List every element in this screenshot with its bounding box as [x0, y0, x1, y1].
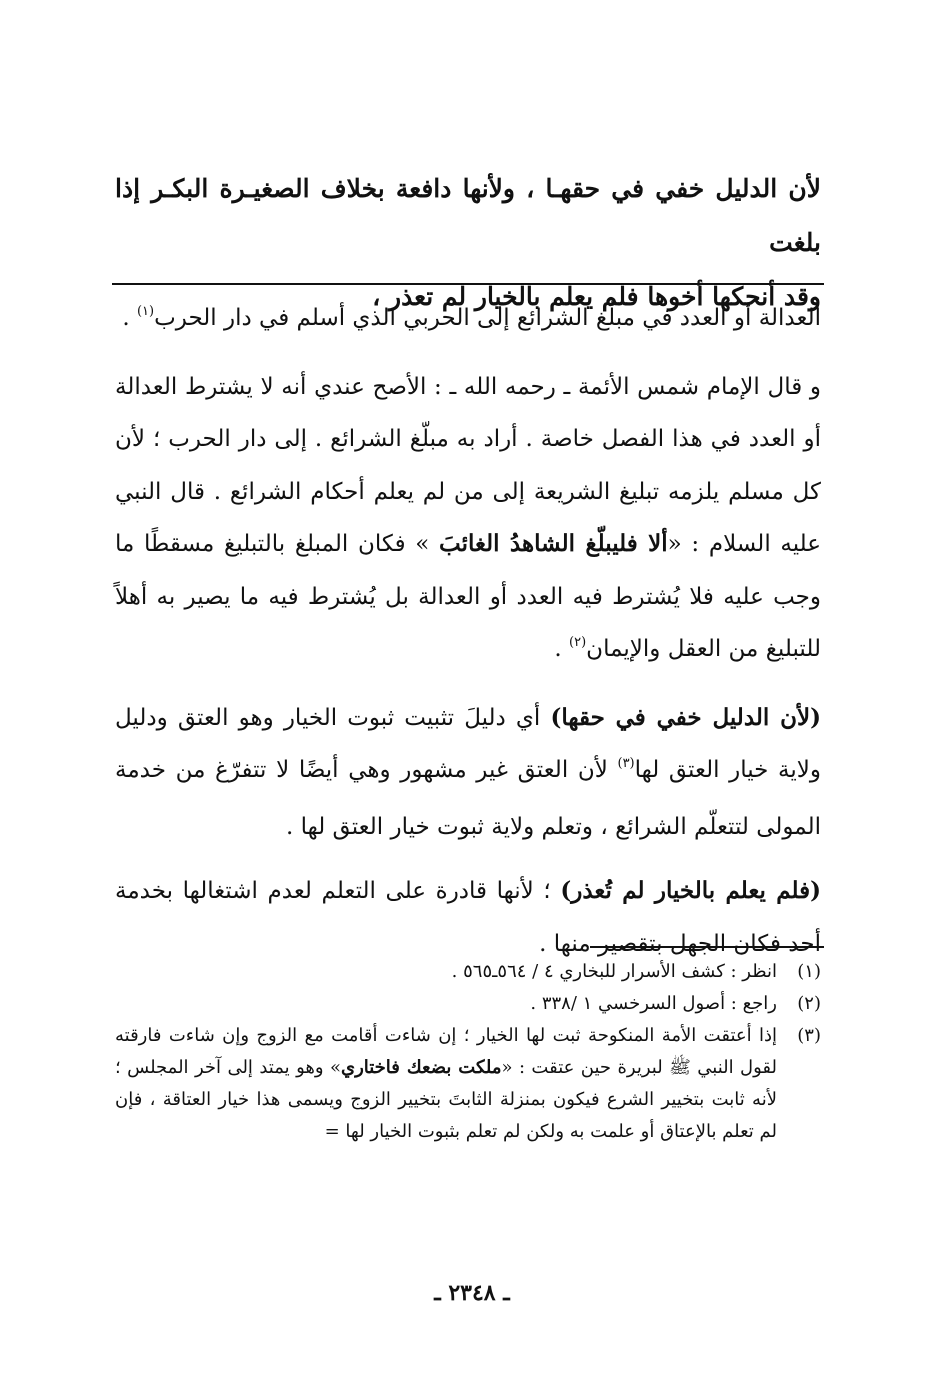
footnote-text-part: إذا أعتقت الأمة المنكوحة ثبت لها الخيار ؛ إن شاءت أقامت مع الزوج وإن شاءت فارقته لقول النبي ﷺ لبريرة حين عتقت : « [115, 1025, 778, 1078]
quoted-matn: (فلم يعلم بالخيار لم تُعذر) [560, 877, 821, 904]
footnote-number: (١) [797, 961, 821, 982]
paragraph-text: » فكان المبلغ بالتبليغ مسقطًا ما وجب عليه فلا يُشترط فيه العدد أو العدالة بل يُشترط فيه ما يصير به أهلاً للتبليغ من العقل والإيمان [115, 531, 821, 662]
separator-rule [112, 283, 824, 285]
paragraph-text: أي دليلَ تثبيت ثبوت الخيار وهو العتق ودليل ولاية خيار العتق لها [115, 704, 821, 783]
footnote-text-part: » وهو يمتد إلى آخر المجلس ؛ لأنه ثابت بتخيير الشرع فيكون بمنزلة الثابتَ بتخيير الزوج ويسمى هذا خيار العتاقة ، فإن لم تعلم بالإعتاق أو علمت به ولكن لم تعلم بثبوت الخيار لها = [115, 1057, 777, 1142]
matn-line: لأن الدليل خفي في حقهـا ، ولأنها دافعة بخلاف الصغيـرة البكـر إذا بلغت [115, 174, 821, 257]
paragraph-text: العدالة أو العدد في مبلّغ الشرائع إلى الحربي الذي أسلم في دار الحرب [154, 305, 821, 331]
commentary-paragraph [115, 361, 821, 680]
commentary-paragraph [115, 692, 821, 854]
hadith-text: ألا فليبلّغ الشاهدُ الغائبَ [439, 530, 668, 557]
footnote-number: (٢) [797, 993, 821, 1014]
matn-line: وقد أنحكها أخوها فلم يعلم بالخيار لم تعذر ، [372, 282, 821, 311]
footnote-ref: (١) [136, 304, 155, 319]
paragraph-text: ؛ لأنها قادرة على التعلم لعدم اشتغالها بخدمة أحد فكان الجهل بتقصير منها . [115, 878, 821, 957]
footnote [115, 1020, 821, 1148]
footnote-number: (٣) [797, 1025, 821, 1046]
footnote-separator [590, 946, 824, 948]
footnote-text: انظر : كشف الأسرار للبخاري ٤ / ٥٦٤ـ٥٦٥ . [451, 961, 777, 982]
commentary-paragraph [115, 865, 821, 970]
paragraph-text: لأن العتق غير مشهور وهي أيضًا لا تتفرّغ من خدمة المولى لتتعلّم الشرائع ، وتعلم ولاية ثبوت خيار العتق لها . [115, 757, 821, 840]
footnote-text: راجع : أصول السرخسي ١ /٣٣٨ . [530, 993, 777, 1014]
paragraph-end: . [554, 636, 570, 662]
paragraph-end: . [122, 305, 137, 331]
footnote [115, 988, 821, 1020]
page-number: ـ ٢٣٤٨ ـ [434, 1280, 510, 1306]
hadith-text: ملكت بضعك فاختاري [340, 1057, 502, 1078]
paragraph-text: و قال الإمام شمس الأئمة ـ رحمه الله ـ : الأصح عندي أنه لا يشترط العدالة أو العدد في هذا الفصل خاصة . أراد به مبلّغ الشرائع . إلى دار الحرب ؛ لأن كل مسلم يلزمه تبليغ الشريعة إلى من لم يعلم أحكام الشرائع . قال النبي عليه السلام : « [115, 373, 821, 557]
commentary [115, 292, 821, 970]
quoted-matn: (لأن الدليل خفي في حقها) [550, 703, 822, 731]
commentary-paragraph [115, 292, 821, 349]
footnotes [115, 956, 821, 1148]
footnote-ref: (٣) [617, 756, 635, 771]
footnote-text [115, 1020, 777, 1148]
footnote [115, 956, 821, 988]
footnote-ref: (٢) [569, 635, 587, 650]
